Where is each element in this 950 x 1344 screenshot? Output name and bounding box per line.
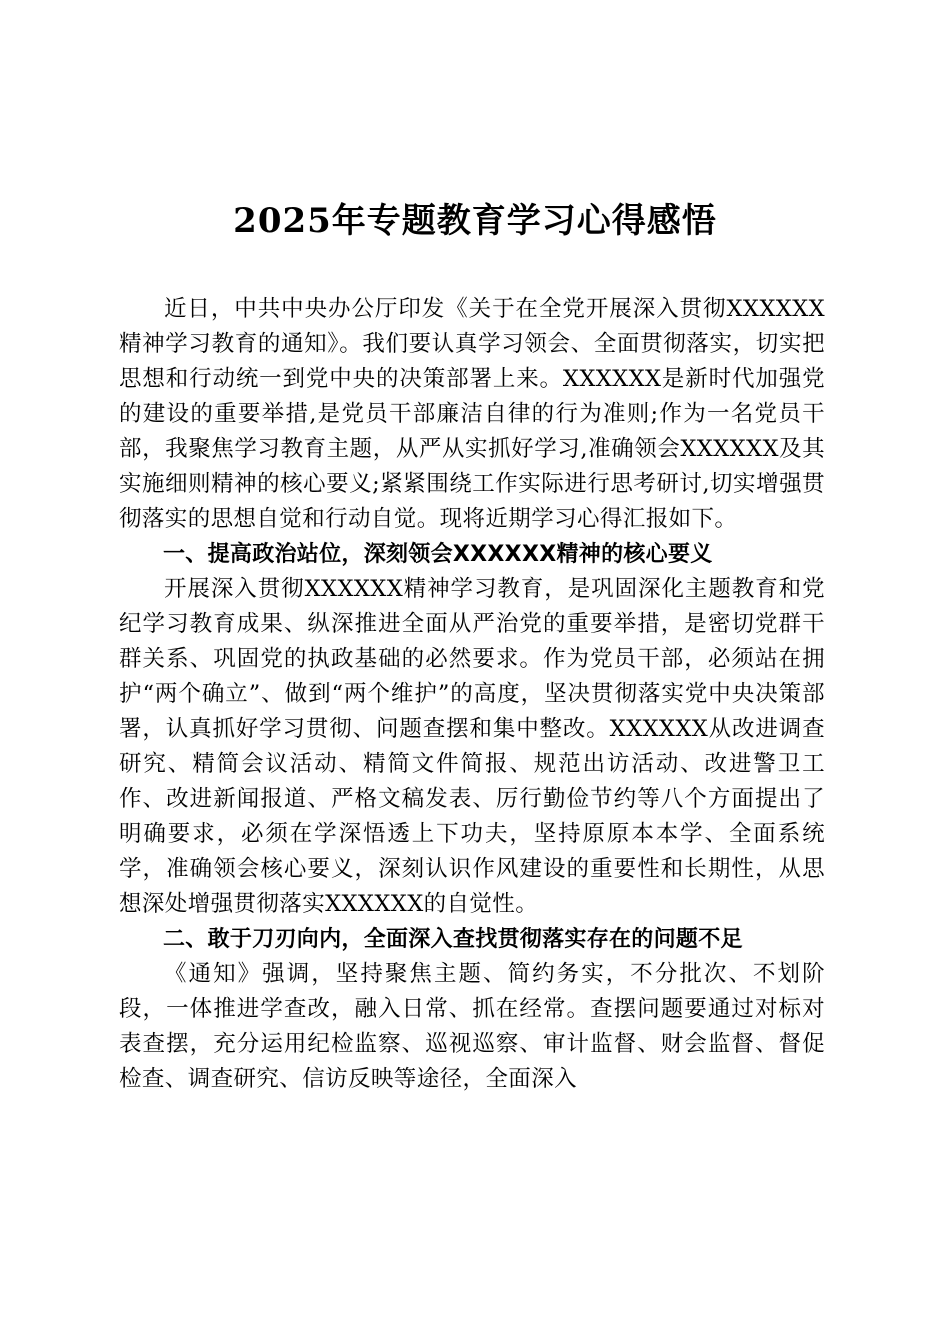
document-title: 2025年专题教育学习心得感悟 (233, 201, 717, 241)
section-1-heading: 一、提高政治站位，深刻领会XXXXXX精神的核心要义 (163, 542, 713, 567)
section-2-paragraph: 《通知》强调，坚持聚焦主题、简约务实，不分批次、不划阶段，一体推进学查改，融入日常、抓在经常。查摆问题要通过对标对表查摆，充分运用纪检监察、巡视巡察、审计监督、财会监督、督促检查、调查研究、信访反映等途径，全面深入 (119, 961, 825, 1092)
document-body (119, 292, 825, 1097)
section-2-heading: 二、敢于刀刃向内，全面深入查找贯彻落实存在的问题不足 (163, 927, 743, 952)
section-1-paragraph: 开展深入贯彻XXXXXX精神学习教育，是巩固深化主题教育和党纪学习教育成果、纵深推进全面从严治党的重要举措，是密切党群干群关系、巩固党的执政基础的必然要求。作为党员干部，必须站在拥护“两个确立”、做到“两个维护”的高度，坚决贯彻落实党中央决策部署，认真抓好学习贯彻、问题查摆和集中整改。XXXXXX从改进调查研究、精简会议活动、精简文件简报、规范出访活动、改进警卫工作、改进新闻报道、严格文稿发表、厉行勤俭节约等八个方面提出了明确要求，必须在学深悟透上下功夫，坚持原原本本学、全面系统学，准确领会核心要义，深刻认识作风建设的重要性和长期性，从思想深处增强贯彻落实XXXXXX的自觉性。 (119, 576, 825, 917)
intro-paragraph: 近日，中共中央办公厅印发《关于在全党开展深入贯彻XXXXXX精神学习教育的通知》。我们要认真学习领会、全面贯彻落实，切实把思想和行动统一到党中央的决策部署上来。XXXXXX是新时代加强党的建设的重要举措,是党员干部廉洁自律的行为准则;作为一名党员干部，我聚焦学习教育主题，从严从实抓好学习,准确领会XXXXXX及其实施细则精神的核心要义;紧紧围绕工作实际进行思考研讨,切实增强贯彻落实的思想自觉和行动自觉。现将近期学习心得汇报如下。 (119, 296, 825, 532)
